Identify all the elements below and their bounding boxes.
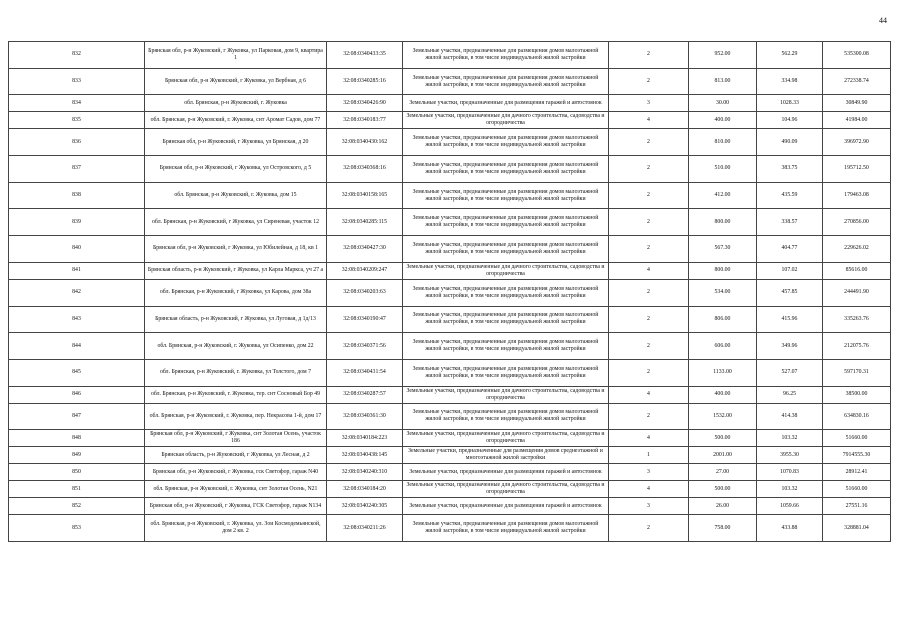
area-cell: 27.00 — [689, 464, 757, 481]
group-cell: 3 — [609, 464, 689, 481]
group-cell: 2 — [609, 129, 689, 156]
group-cell: 4 — [609, 262, 689, 279]
table-row — [9, 209, 891, 236]
table-body — [9, 42, 891, 542]
specific-value-cell: 104.96 — [757, 112, 823, 129]
cadastral-number-cell: 32:08:0340368:16 — [327, 156, 403, 183]
address-cell: Брянская область, р-н Жуковский, г Жуковка, ул Луговая, д 1д/13 — [145, 306, 327, 333]
cadastral-number-cell: 32:08:0340240:305 — [327, 498, 403, 515]
specific-value-cell: 457.85 — [757, 279, 823, 306]
row-number-cell: 834 — [9, 95, 145, 112]
area-cell: 800.00 — [689, 209, 757, 236]
cadastral-value-cell: 396972.90 — [823, 129, 891, 156]
table-row — [9, 182, 891, 209]
land-use-cell: Земельные участки, предназначенные для дачного строительства, садоводства и огородничества — [403, 262, 609, 279]
land-use-cell: Земельные участки, предназначенные для размещения гаражей и автостоянок — [403, 95, 609, 112]
row-number-cell: 833 — [9, 68, 145, 95]
area-cell: 952.00 — [689, 42, 757, 69]
cadastral-value-cell: 28912.41 — [823, 464, 891, 481]
table-row — [9, 112, 891, 129]
specific-value-cell: 433.88 — [757, 515, 823, 542]
row-number-cell: 837 — [9, 156, 145, 183]
cadastral-value-cell: 272338.74 — [823, 68, 891, 95]
cadastral-number-cell: 32:08:0340190:47 — [327, 306, 403, 333]
specific-value-cell: 404.77 — [757, 236, 823, 263]
land-use-cell: Земельные участки, предназначенные для размещения гаражей и автостоянок — [403, 464, 609, 481]
land-use-cell: Земельные участки, предназначенные для размещения домов малоэтажной жилой застройки, в том числе индивидуальной жилой застройки — [403, 359, 609, 386]
area-cell: 758.00 — [689, 515, 757, 542]
cadastral-value-cell: 634830.16 — [823, 403, 891, 430]
specific-value-cell: 527.07 — [757, 359, 823, 386]
table-row — [9, 333, 891, 360]
row-number-cell: 845 — [9, 359, 145, 386]
area-cell: 806.00 — [689, 306, 757, 333]
land-use-cell: Земельные участки, предназначенные для размещения домов малоэтажной жилой застройки, в том числе индивидуальной жилой застройки — [403, 279, 609, 306]
land-use-cell: Земельные участки, предназначенные для размещения домов малоэтажной жилой застройки, в том числе индивидуальной жилой застройки — [403, 209, 609, 236]
table-row — [9, 447, 891, 464]
group-cell: 2 — [609, 209, 689, 236]
group-cell: 4 — [609, 112, 689, 129]
group-cell: 2 — [609, 156, 689, 183]
table-row — [9, 68, 891, 95]
area-cell: 510.00 — [689, 156, 757, 183]
cadastral-number-cell: 32:08:0340184:20 — [327, 481, 403, 498]
area-cell: 534.00 — [689, 279, 757, 306]
cadastral-value-cell: 229626.02 — [823, 236, 891, 263]
table-row — [9, 95, 891, 112]
address-cell: Брянская обл, р-н Жуковский, г Жуковка, снт Золотая Осень, участок 186 — [145, 430, 327, 447]
table-row — [9, 464, 891, 481]
table-row — [9, 386, 891, 403]
specific-value-cell: 107.02 — [757, 262, 823, 279]
group-cell: 2 — [609, 279, 689, 306]
cadastral-value-cell: 328881.04 — [823, 515, 891, 542]
row-number-cell: 843 — [9, 306, 145, 333]
cadastral-number-cell: 32:08:0340240:310 — [327, 464, 403, 481]
address-cell: Брянская обл, р-н Жуковский, г Жуковка, ул Брянская, д 20 — [145, 129, 327, 156]
area-cell: 810.00 — [689, 129, 757, 156]
cadastral-number-cell: 32:08:0340285:115 — [327, 209, 403, 236]
row-number-cell: 853 — [9, 515, 145, 542]
specific-value-cell: 435.59 — [757, 182, 823, 209]
cadastral-number-cell: 32:08:0340433:35 — [327, 42, 403, 69]
cadastral-number-cell: 32:08:0340427:30 — [327, 236, 403, 263]
cadastral-value-cell: 27551.16 — [823, 498, 891, 515]
land-use-cell: Земельные участки, предназначенные для размещения домов малоэтажной жилой застройки, в том числе индивидуальной жилой застройки — [403, 182, 609, 209]
cadastral-value-cell: 244491.90 — [823, 279, 891, 306]
address-cell: Брянская обл, р-н Жуковский, г Жуковка, гск Светофор, гараж N40 — [145, 464, 327, 481]
table-row — [9, 156, 891, 183]
address-cell: Брянская обл, р-н Жуковский, г Жуковка, ГСК Светофор, гараж N134 — [145, 498, 327, 515]
group-cell: 4 — [609, 481, 689, 498]
row-number-cell: 846 — [9, 386, 145, 403]
cadastral-value-cell: 7914555.30 — [823, 447, 891, 464]
group-cell: 3 — [609, 95, 689, 112]
cadastral-value-cell: 51660.00 — [823, 481, 891, 498]
group-cell: 4 — [609, 430, 689, 447]
cadastral-value-cell: 179463.08 — [823, 182, 891, 209]
row-number-cell: 851 — [9, 481, 145, 498]
table-row — [9, 498, 891, 515]
group-cell: 2 — [609, 236, 689, 263]
row-number-cell: 835 — [9, 112, 145, 129]
cadastral-number-cell: 32:08:0340209:247 — [327, 262, 403, 279]
specific-value-cell: 383.75 — [757, 156, 823, 183]
area-cell: 26.00 — [689, 498, 757, 515]
land-use-cell: Земельные участки, предназначенные для размещения домов малоэтажной жилой застройки, в том числе индивидуальной жилой застройки — [403, 68, 609, 95]
row-number-cell: 836 — [9, 129, 145, 156]
address-cell: Брянская обл, р-н Жуковский, г Жуковка, ул Парковая, дом 9, квартира 1 — [145, 42, 327, 69]
row-number-cell: 838 — [9, 182, 145, 209]
specific-value-cell: 3955.30 — [757, 447, 823, 464]
address-cell: Брянская область, р-н Жуковский, г Жуковка, ул Карла Маркса, уч 27 а — [145, 262, 327, 279]
cadastral-number-cell: 32:08:0340183:77 — [327, 112, 403, 129]
group-cell: 2 — [609, 333, 689, 360]
row-number-cell: 847 — [9, 403, 145, 430]
group-cell: 1 — [609, 447, 689, 464]
cadastral-number-cell: 32:08:0340430:162 — [327, 129, 403, 156]
land-use-cell: Земельные участки, предназначенные для размещения домов малоэтажной жилой застройки, в том числе индивидуальной жилой застройки — [403, 515, 609, 542]
address-cell: обл. Брянская, р-н Жуковский, г. Жуковка — [145, 95, 327, 112]
address-cell: обл. Брянская, р-н Жуковский, г. Жуковка, ул. Зои Космодемьянской, дом 2 кв. 2 — [145, 515, 327, 542]
land-use-cell: Земельные участки, предназначенные для размещения домов среднеэтажной и многоэтажной жилой застройки — [403, 447, 609, 464]
cadastral-number-cell: 32:08:0340285:16 — [327, 68, 403, 95]
cadastral-value-cell: 597170.31 — [823, 359, 891, 386]
area-cell: 1133.00 — [689, 359, 757, 386]
area-cell: 500.00 — [689, 430, 757, 447]
area-cell: 567.30 — [689, 236, 757, 263]
row-number-cell: 850 — [9, 464, 145, 481]
row-number-cell: 839 — [9, 209, 145, 236]
land-use-cell: Земельные участки, предназначенные для размещения домов малоэтажной жилой застройки, в том числе индивидуальной жилой застройки — [403, 156, 609, 183]
table-row — [9, 403, 891, 430]
land-use-cell: Земельные участки, предназначенные для размещения домов малоэтажной жилой застройки, в том числе индивидуальной жилой застройки — [403, 403, 609, 430]
cadastral-number-cell: 32:08:0340158:165 — [327, 182, 403, 209]
cadastral-value-cell: 535300.08 — [823, 42, 891, 69]
area-cell: 400.00 — [689, 386, 757, 403]
cadastral-value-cell: 270856.00 — [823, 209, 891, 236]
land-use-cell: Земельные участки, предназначенные для дачного строительства, садоводства и огородничества — [403, 430, 609, 447]
table-row — [9, 359, 891, 386]
group-cell: 2 — [609, 359, 689, 386]
row-number-cell: 832 — [9, 42, 145, 69]
cadastral-number-cell: 32:08:0340431:54 — [327, 359, 403, 386]
area-cell: 400.00 — [689, 112, 757, 129]
group-cell: 2 — [609, 306, 689, 333]
address-cell: обл. Брянская, р-н Жуковский, г Жуковка, ул Карова, дом 38а — [145, 279, 327, 306]
address-cell: Брянская обл, р-н Жуковский, г Жуковка, ул Юбилейная, д 18, кв 1 — [145, 236, 327, 263]
address-cell: Брянская обл, р-н Жуковский, г Жуковка, ул Вербная, д 6 — [145, 68, 327, 95]
address-cell: обл. Брянская, р-н Жуковский, г Жуковка, ул Сиреневая, участок 12 — [145, 209, 327, 236]
cadastral-value-cell: 212075.76 — [823, 333, 891, 360]
cadastral-value-cell: 51660.00 — [823, 430, 891, 447]
specific-value-cell: 103.32 — [757, 481, 823, 498]
specific-value-cell: 334.98 — [757, 68, 823, 95]
address-cell: обл. Брянская, р-н Жуковский, г. Жуковка, снт Аромат Садов, дом 77 — [145, 112, 327, 129]
address-cell: обл. Брянская, р-н Жуковский, г. Жуковка, дом 15 — [145, 182, 327, 209]
specific-value-cell: 415.96 — [757, 306, 823, 333]
address-cell: обл. Брянская, р-н Жуковский, г. Жуковка, ул Осипенко, дом 22 — [145, 333, 327, 360]
specific-value-cell: 414.38 — [757, 403, 823, 430]
cadastral-number-cell: 32:08:0340203:63 — [327, 279, 403, 306]
page-number: 44 — [879, 16, 887, 25]
group-cell: 2 — [609, 403, 689, 430]
land-use-cell: Земельные участки, предназначенные для размещения домов малоэтажной жилой застройки, в том числе индивидуальной жилой застройки — [403, 333, 609, 360]
address-cell: обл. Брянская, р-н Жуковский, г. Жуковка, тер. снт Сосновый Бор 49 — [145, 386, 327, 403]
cadastral-value-cell: 30849.90 — [823, 95, 891, 112]
row-number-cell: 844 — [9, 333, 145, 360]
table-row — [9, 481, 891, 498]
address-cell: обл. Брянская, р-н Жуковский, г. Жуковка, ул Толстого, дом 7 — [145, 359, 327, 386]
land-use-cell: Земельные участки, предназначенные для размещения домов малоэтажной жилой застройки, в том числе индивидуальной жилой застройки — [403, 306, 609, 333]
group-cell: 2 — [609, 42, 689, 69]
group-cell: 2 — [609, 68, 689, 95]
area-cell: 813.00 — [689, 68, 757, 95]
cadastral-value-table — [8, 41, 891, 542]
area-cell: 30.00 — [689, 95, 757, 112]
cadastral-number-cell: 32:08:0340184:223 — [327, 430, 403, 447]
cadastral-value-cell: 335263.76 — [823, 306, 891, 333]
specific-value-cell: 1070.83 — [757, 464, 823, 481]
land-use-cell: Земельные участки, предназначенные для размещения домов малоэтажной жилой застройки, в том числе индивидуальной жилой застройки — [403, 236, 609, 263]
table-row — [9, 430, 891, 447]
row-number-cell: 852 — [9, 498, 145, 515]
table-row — [9, 279, 891, 306]
row-number-cell: 848 — [9, 430, 145, 447]
group-cell: 4 — [609, 386, 689, 403]
cadastral-value-cell: 38500.00 — [823, 386, 891, 403]
row-number-cell: 842 — [9, 279, 145, 306]
cadastral-value-cell: 85616.00 — [823, 262, 891, 279]
cadastral-number-cell: 32:08:0340371:56 — [327, 333, 403, 360]
group-cell: 3 — [609, 498, 689, 515]
area-cell: 800.00 — [689, 262, 757, 279]
land-use-cell: Земельные участки, предназначенные для дачного строительства, садоводства и огородничества — [403, 386, 609, 403]
land-use-cell: Земельные участки, предназначенные для дачного строительства, садоводства и огородничества — [403, 112, 609, 129]
cadastral-number-cell: 32:08:0340211:26 — [327, 515, 403, 542]
specific-value-cell: 562.29 — [757, 42, 823, 69]
address-cell: обл. Брянская, р-н Жуковский, г. Жуковка, пер. Некрасова 1-й, дом 17 — [145, 403, 327, 430]
table-row — [9, 129, 891, 156]
cadastral-number-cell: 32:08:0340426:90 — [327, 95, 403, 112]
cadastral-number-cell: 32:08:0340438:145 — [327, 447, 403, 464]
area-cell: 1532.00 — [689, 403, 757, 430]
table-row — [9, 42, 891, 69]
cadastral-number-cell: 32:08:0340361:30 — [327, 403, 403, 430]
specific-value-cell: 1059.66 — [757, 498, 823, 515]
table-row — [9, 236, 891, 263]
cadastral-value-cell: 41984.00 — [823, 112, 891, 129]
land-use-cell: Земельные участки, предназначенные для дачного строительства, садоводства и огородничества — [403, 481, 609, 498]
address-cell: Брянская область, р-н Жуковский, г Жуковка, ул Лесная, д 2 — [145, 447, 327, 464]
row-number-cell: 841 — [9, 262, 145, 279]
table-row — [9, 262, 891, 279]
land-use-cell: Земельные участки, предназначенные для размещения гаражей и автостоянок — [403, 498, 609, 515]
specific-value-cell: 96.25 — [757, 386, 823, 403]
specific-value-cell: 1028.33 — [757, 95, 823, 112]
land-use-cell: Земельные участки, предназначенные для размещения домов малоэтажной жилой застройки, в том числе индивидуальной жилой застройки — [403, 42, 609, 69]
group-cell: 2 — [609, 515, 689, 542]
specific-value-cell: 103.32 — [757, 430, 823, 447]
table-row — [9, 306, 891, 333]
specific-value-cell: 338.57 — [757, 209, 823, 236]
area-cell: 412.00 — [689, 182, 757, 209]
address-cell: обл. Брянская, р-н Жуковский, г. Жуковка, снт Золотая Осень, N21 — [145, 481, 327, 498]
specific-value-cell: 490.09 — [757, 129, 823, 156]
row-number-cell: 849 — [9, 447, 145, 464]
cadastral-value-cell: 195712.50 — [823, 156, 891, 183]
land-use-cell: Земельные участки, предназначенные для размещения домов малоэтажной жилой застройки, в том числе индивидуальной жилой застройки — [403, 129, 609, 156]
specific-value-cell: 349.96 — [757, 333, 823, 360]
table-row — [9, 515, 891, 542]
row-number-cell: 840 — [9, 236, 145, 263]
cadastral-number-cell: 32:08:0340287:57 — [327, 386, 403, 403]
area-cell: 500.00 — [689, 481, 757, 498]
area-cell: 606.00 — [689, 333, 757, 360]
address-cell: Брянская обл, р-н Жуковский, г Жуковка, ул Островского, д 5 — [145, 156, 327, 183]
area-cell: 2001.00 — [689, 447, 757, 464]
group-cell: 2 — [609, 182, 689, 209]
